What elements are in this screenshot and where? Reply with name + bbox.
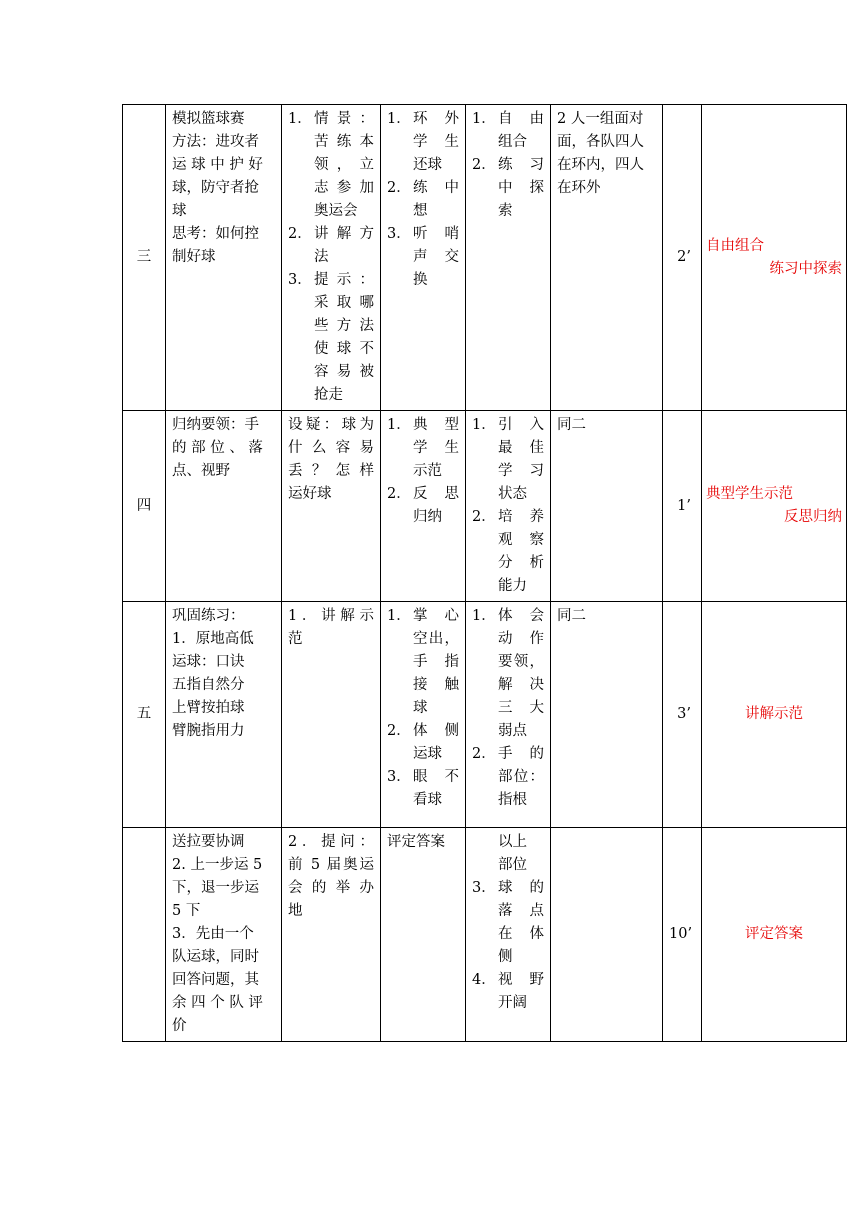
step-number: 五 (136, 706, 152, 722)
text-line: 臂腕指用力 (172, 723, 245, 739)
item-line: 提示： (314, 272, 374, 288)
item-line: 接 触 (413, 677, 459, 693)
text-line: 面，各队四人 (557, 134, 644, 150)
item-text (413, 177, 459, 223)
item-line: 动 作 (498, 631, 544, 647)
text-lines (557, 414, 656, 437)
text-lines (172, 108, 275, 269)
organization-cell (551, 105, 663, 411)
text-line: 送拉要协调 (172, 834, 245, 850)
item-text (314, 269, 374, 407)
text-line: 点、视野 (172, 463, 230, 479)
text-line: 同二 (557, 417, 586, 433)
text-line: 前 5 届奥运 (288, 857, 374, 873)
item-line: 苦 练 本 (314, 134, 374, 150)
item-number: 2． (288, 226, 312, 242)
item-number: 1． (387, 417, 411, 433)
item-line: 空出， (413, 631, 459, 647)
numbered-item (472, 506, 544, 598)
note-cell (702, 411, 847, 602)
item-number: 3． (387, 226, 411, 242)
item-line: 自由 (498, 111, 544, 127)
text-line: 思考：如何控 (172, 226, 259, 242)
note-cell (702, 828, 847, 1042)
text-line: 回答问题，其 (172, 972, 259, 988)
note-line: 典型学生示范 (706, 486, 793, 502)
note-line: 练习中探索 (769, 260, 842, 277)
item-line: 练中 (413, 180, 459, 196)
note-cell (702, 602, 847, 828)
item-line: 练习 (498, 157, 544, 173)
text-line: 2 人一组面对 (557, 111, 644, 127)
time-value: 10’ (669, 926, 693, 942)
goal-cell (466, 828, 551, 1042)
item-line: 法 (314, 249, 329, 265)
item-line: 听哨 (413, 226, 459, 242)
item-line: 视野 (498, 972, 544, 988)
text-line: 3．先由一个 (172, 926, 254, 942)
numbered-item (472, 414, 544, 506)
item-line: 引入 (498, 417, 544, 433)
text-line: 5 下 (172, 903, 201, 919)
student-activity-cell (381, 602, 466, 828)
step-number-cell (123, 105, 166, 411)
item-line: 球 (413, 700, 428, 716)
item-text (498, 108, 544, 154)
text-lines (288, 414, 374, 506)
numbered-item (387, 414, 459, 483)
item-line: 手 指 (413, 654, 459, 670)
text-line: 设疑：球为 (288, 417, 374, 433)
item-number: 3． (472, 880, 496, 896)
numbered-item (387, 177, 459, 223)
content-cell (166, 105, 282, 411)
text-line: 制好球 (172, 249, 216, 265)
item-number: 4． (472, 972, 496, 988)
text-line: 评定答案 (387, 834, 445, 850)
item-text (498, 154, 544, 223)
text-lines (557, 108, 656, 200)
item-line: 想 (413, 203, 428, 219)
item-number: 1． (472, 111, 496, 127)
text-line: 什 么 容 易 (288, 440, 374, 456)
item-line: 体侧 (413, 723, 459, 739)
text-line: 1．讲解示 (288, 608, 374, 624)
item-line: 容 易 被 (314, 364, 374, 380)
numbered-item (387, 766, 459, 812)
text-line: 价 (172, 1018, 187, 1034)
time-cell (663, 411, 702, 602)
item-line: 志 参 加 (314, 180, 374, 196)
item-line: 索 (498, 203, 513, 219)
text-line: 范 (288, 631, 303, 647)
content-cell (166, 411, 282, 602)
table-body (123, 105, 847, 1042)
text-lines (387, 831, 459, 854)
item-line: 运球 (413, 746, 442, 762)
text-line: 在环外 (557, 180, 601, 196)
time-cell (663, 105, 702, 411)
item-number: 1． (288, 111, 312, 127)
item-text (413, 108, 459, 177)
item-number: 3． (387, 769, 411, 785)
item-text (498, 969, 544, 1015)
item-number: 2． (387, 723, 411, 739)
item-line: 些 方 法 (314, 318, 374, 334)
text-line: 在环内，四人 (557, 157, 644, 173)
numbered-item (472, 154, 544, 223)
text-line: 地 (288, 903, 303, 919)
text-lines (557, 605, 656, 628)
item-line: 还球 (413, 157, 442, 173)
note-line: 评定答案 (745, 926, 803, 942)
item-line: 声 交 (413, 249, 459, 265)
numbered-item (288, 223, 374, 269)
item-line: 培养 (498, 509, 544, 525)
student-activity-cell (381, 411, 466, 602)
time-value: 2’ (677, 249, 691, 265)
item-line: 学 习 (498, 463, 544, 479)
time-cell (663, 828, 702, 1042)
item-line: 换 (413, 272, 428, 288)
table-row (123, 828, 847, 1042)
numbered-item (472, 108, 544, 154)
content-cell (166, 828, 282, 1042)
item-line: 在 体 (498, 926, 544, 942)
text-lines (172, 605, 275, 743)
item-line: 能力 (498, 578, 527, 594)
text-line: 五指自然分 (172, 677, 245, 693)
item-text (498, 605, 544, 743)
step-number: 四 (136, 497, 152, 514)
item-line: 讲解方 (314, 226, 374, 242)
lesson-plan-table (122, 104, 847, 1042)
text-line: 下，退一步运 (172, 880, 259, 896)
text-lines (288, 605, 374, 651)
item-number: 3． (288, 272, 312, 288)
student-activity-cell (381, 828, 466, 1042)
item-text (413, 223, 459, 292)
organization-cell (551, 411, 663, 602)
table-row (123, 602, 847, 828)
item-text (314, 223, 374, 269)
time-value: 1’ (677, 497, 691, 514)
item-line: 分 析 (498, 555, 544, 571)
text-line: 运好球 (288, 486, 332, 502)
text-line: 丢 ？ 怎 样 (288, 463, 374, 479)
text-lines (172, 831, 275, 1038)
text-lines (172, 414, 275, 483)
item-line: 组合 (498, 134, 527, 150)
item-line: 采 取 哪 (314, 295, 374, 311)
item-number: 1． (387, 111, 411, 127)
text-line: 归纳要领：手 (172, 417, 259, 433)
item-text (498, 414, 544, 506)
item-line: 要领， (498, 654, 544, 670)
numbered-item (387, 720, 459, 766)
goal-cell (466, 411, 551, 602)
content-cell (166, 602, 282, 828)
numbered-item (387, 483, 459, 529)
text-line: 2．提问： (288, 834, 374, 850)
item-line: 球的 (498, 880, 544, 896)
item-text (498, 506, 544, 598)
item-line: 侧 (498, 949, 513, 965)
item-number: 2． (472, 509, 496, 525)
item-line: 弱点 (498, 723, 527, 739)
item-line: 归纳 (413, 509, 442, 525)
text-line: 队运球，同时 (172, 949, 259, 965)
numbered-item (387, 223, 459, 292)
item-text (413, 605, 459, 720)
text-line: 球 (172, 203, 187, 219)
item-number: 1． (387, 608, 411, 624)
step-number-cell (123, 828, 166, 1042)
text-line: 上臂按拍球 (172, 700, 245, 716)
note-line: 反思归纳 (784, 509, 842, 525)
text-line: 巩固练习： (172, 608, 245, 624)
numbered-item (472, 605, 544, 743)
text-line: 会 的 举 办 (288, 880, 374, 896)
item-line: 三 大 (498, 700, 544, 716)
item-number: 1． (472, 608, 496, 624)
numbered-item (472, 743, 544, 812)
text-line: 2. 上一步运 5 (172, 857, 263, 873)
note-cell (702, 105, 847, 411)
item-line: 指根 (498, 792, 527, 808)
goal-cell (466, 602, 551, 828)
table-row (123, 411, 847, 602)
organization-cell (551, 828, 663, 1042)
teacher-activity-cell (282, 411, 381, 602)
text-line: 运球：口诀 (172, 654, 245, 670)
text-lines (288, 831, 374, 923)
numbered-item (387, 108, 459, 177)
item-line: 掌心 (413, 608, 459, 624)
item-number: 2． (472, 746, 496, 762)
teacher-activity-cell (282, 602, 381, 828)
item-number: 1． (472, 417, 496, 433)
item-line: 眼不 (413, 769, 459, 785)
item-line: 学 生 (413, 134, 459, 150)
item-text (314, 108, 374, 223)
numbered-item (472, 969, 544, 1015)
step-number: 三 (136, 249, 152, 265)
item-line: 抢走 (314, 387, 343, 403)
note-line: 自由组合 (706, 237, 764, 254)
item-text (413, 483, 459, 529)
item-line: 手的 (498, 746, 544, 762)
note-line: 讲解示范 (745, 706, 803, 722)
item-line: 状态 (498, 486, 527, 502)
text-line: 模拟篮球赛 (172, 111, 245, 127)
item-line: 典型 (413, 417, 459, 433)
time-value: 3’ (677, 706, 691, 722)
table-row (123, 105, 847, 411)
item-line: 情景： (314, 111, 374, 127)
item-text (498, 743, 544, 812)
item-line: 体会 (498, 608, 544, 624)
item-text (413, 720, 459, 766)
item-line: 最 佳 (498, 440, 544, 456)
item-line: 观 察 (498, 532, 544, 548)
item-line: 反思 (413, 486, 459, 502)
numbered-item (288, 269, 374, 407)
numbered-item (288, 108, 374, 223)
item-text (413, 766, 459, 812)
item-line: 落 点 (498, 903, 544, 919)
item-number: 2． (472, 157, 496, 173)
item-line: 看球 (413, 792, 442, 808)
organization-cell (551, 602, 663, 828)
text-line: 方法：进攻者 (172, 134, 259, 150)
teacher-activity-cell (282, 828, 381, 1042)
item-line: 使 球 不 (314, 341, 374, 357)
teacher-activity-cell (282, 105, 381, 411)
item-line: 奥运会 (314, 203, 358, 219)
item-line: 领，立 (314, 157, 374, 173)
step-number-cell (123, 411, 166, 602)
item-line: 中 探 (498, 180, 544, 196)
student-activity-cell (381, 105, 466, 411)
item-line: 环外 (413, 111, 459, 127)
text-line: 同二 (557, 608, 586, 624)
item-line: 开阔 (498, 995, 527, 1011)
step-number-cell (123, 602, 166, 828)
item-line: 示范 (413, 463, 442, 479)
item-text (498, 877, 544, 969)
text-line: 部位 (498, 857, 527, 873)
text-line: 1．原地高低 (172, 631, 254, 647)
text-line: 运 球 中 护 好 (172, 157, 263, 173)
numbered-item (472, 877, 544, 969)
item-line: 学 生 (413, 440, 459, 456)
item-text (413, 414, 459, 483)
item-line: 部位： (498, 769, 544, 785)
text-line: 余 四 个 队 评 (172, 995, 263, 1011)
numbered-item (387, 605, 459, 720)
item-line: 解 决 (498, 677, 544, 693)
time-cell (663, 602, 702, 828)
goal-continued (472, 831, 544, 877)
goal-cell (466, 105, 551, 411)
item-number: 2． (387, 180, 411, 196)
item-number: 2． (387, 486, 411, 502)
text-line: 以上 (498, 834, 527, 850)
text-line: 球，防守者抢 (172, 180, 259, 196)
text-line: 的 部 位 、 落 (172, 440, 263, 456)
